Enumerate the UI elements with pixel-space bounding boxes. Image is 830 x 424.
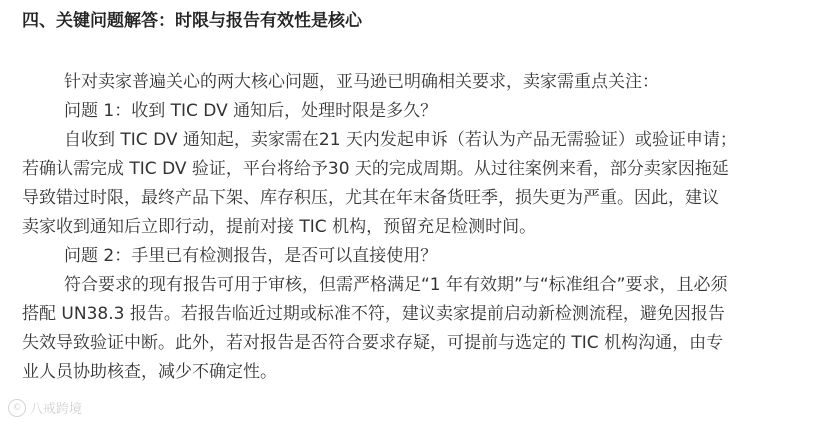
paragraph-line: 若确认需完成 TIC DV 验证，平台将给予30 天的完成周期。从过往案例来看，部分卖家因拖延: [22, 159, 729, 179]
paragraph-line: 搭配 UN38.3 报告。若报告临近过期或标准不符，建议卖家提前启动新检测流程，避免因报告: [22, 304, 725, 324]
paragraph-line: 自收到 TIC DV 通知起，卖家需在21 天内发起申诉（若认为产品无需验证）或验证申请；: [64, 130, 737, 150]
paragraph-line: 问题 1：收到 TIC DV 通知后，处理时限是多久？: [64, 101, 438, 121]
paragraph-line: 失效导致验证中断。此外，若对报告是否符合要求存疑，可提前与选定的 TIC 机构沟通，由专: [22, 333, 724, 353]
paragraph-line: 符合要求的现有报告可用于审核，但需严格满足“1 年有效期”与“标准组合”要求，且必须: [64, 275, 728, 295]
paragraph-line: 问题 2：手里已有检测报告，是否可以直接使用？: [64, 246, 438, 266]
paragraph-line: 针对卖家普遍关心的两大核心问题，亚马逊已明确相关要求，卖家需重点关注：: [64, 72, 659, 92]
watermark: [8, 398, 82, 417]
paragraph-line: 导致错过时限，最终产品下架、库存积压，尤其在年末备货旺季，损失更为严重。因此，建议: [22, 188, 719, 208]
article-body: [22, 68, 812, 387]
section-heading: 四、关键问题解答：时限与报告有效性是核心: [22, 11, 362, 31]
watermark-logo-icon: ©: [8, 399, 26, 417]
watermark-text: 八戒跨境: [30, 402, 83, 417]
paragraph-line: 卖家收到通知后立即行动，提前对接 TIC 机构，预留充足检测时间。: [22, 217, 537, 237]
paragraph-line: 业人员协助核查，减少不确定性。: [22, 362, 277, 382]
